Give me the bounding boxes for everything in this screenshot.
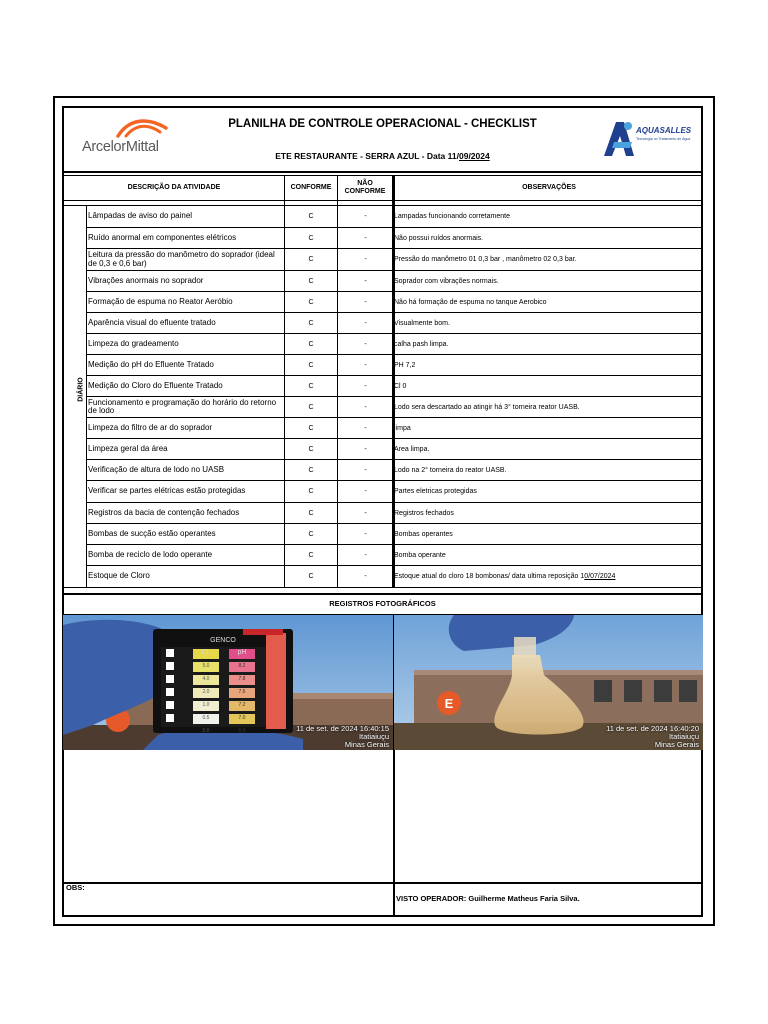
- photos-heading: REGISTROS FOTOGRÁFICOS: [329, 599, 436, 608]
- row-nao-conforme: -: [364, 488, 367, 495]
- kit-brand: GENCO: [210, 637, 236, 644]
- subtitle-date: 09/2024: [458, 151, 490, 161]
- cl-scale-value: 0.5: [202, 715, 210, 721]
- row-conforme: C: [308, 298, 314, 306]
- cl-scale-value: 1.0: [202, 702, 210, 708]
- row-nao-conforme: -: [364, 551, 367, 559]
- col-header-activity: DESCRIÇÃO DA ATIVIDADE: [127, 184, 221, 192]
- photo-timestamp-left: [296, 725, 389, 749]
- row-activity: Verificar se partes elétricas estão protegidas: [88, 486, 246, 496]
- row-conforme: C: [308, 466, 314, 474]
- cl-scale-value: 0.0: [202, 728, 210, 734]
- row-observacao-text: Estoque atual do cloro 18 bombonas/ data ultima reposição 1: [394, 573, 585, 580]
- row-conforme: C: [308, 509, 314, 517]
- row-observacao: [394, 566, 702, 587]
- row-conforme: C: [308, 319, 314, 327]
- row-observacao: Não possui ruídos anormais.: [394, 235, 484, 242]
- cl-scale-value: 5.0: [202, 663, 210, 669]
- arcelormittal-swoosh-icon: [116, 116, 168, 138]
- col-header-conforme: CONFORME: [290, 184, 332, 192]
- row-observacao: Lodo sera descartado ao atingir há 3° torneira reator UASB.: [394, 403, 580, 411]
- row-activity: Leitura da pressão do manômetro do soprador (ideal de 0,3 e 0,6 bar): [88, 250, 275, 268]
- row-activity: Verificação de altura de lodo no UASB: [88, 464, 225, 474]
- rule-colhead-bottom: [62, 200, 703, 201]
- arcelormittal-wordmark: ArcelorMittal: [82, 139, 159, 155]
- row-activity: Lâmpadas de aviso do painel: [88, 211, 193, 221]
- row-conforme: C: [308, 361, 314, 369]
- row-observacao: Visualmente bom.: [394, 319, 450, 327]
- row-observacao: PH 7,2: [394, 361, 416, 369]
- building-sign-letter: E: [444, 696, 454, 711]
- row-nao-conforme: -: [364, 424, 367, 432]
- row-nao-conforme: -: [364, 466, 367, 474]
- row-observacao: Lampadas funcionando corretamente: [394, 213, 510, 220]
- cl-scale-value: 2.0: [202, 689, 210, 695]
- subtitle-prefix: ETE RESTAURANTE - SERRA AZUL - Data 11/: [275, 151, 459, 161]
- row-observacao: limpa: [394, 424, 411, 432]
- rule-body-bottom: [62, 587, 703, 588]
- row-activity: Medição do Cloro do Efluente Tratado: [88, 380, 223, 390]
- row-conforme: C: [308, 382, 314, 390]
- row-nao-conforme: -: [364, 445, 367, 453]
- kit-col-ph: pH: [237, 649, 247, 656]
- row-observacao-date: 0/07/2024: [584, 573, 616, 580]
- rule-footer-top: [62, 882, 703, 884]
- row-activity: Registros da bacia de contenção fechados: [88, 507, 240, 517]
- row-nao-conforme: -: [364, 403, 367, 411]
- col-header-observacoes: OBSERVAÇÕES: [522, 184, 576, 192]
- row-conforme: C: [308, 235, 314, 242]
- photo-timestamp-right: [606, 725, 699, 749]
- row-observacao: Lodo na 2° torneira do reator UASB.: [394, 466, 507, 474]
- aquasalles-wordmark: AQUASALLES: [636, 126, 692, 135]
- row-nao-conforme: -: [364, 509, 367, 517]
- arcelormittal-logo: [80, 116, 180, 160]
- row-nao-conforme: -: [364, 277, 367, 285]
- col-line-frequency: [86, 205, 87, 587]
- page-title: PLANILHA DE CONTROLE OPERACIONAL - CHECKLIST: [228, 118, 537, 130]
- ph-scale-value: 8.2: [238, 663, 246, 669]
- operator-signoff: VISTO OPERADOR: Guilherme Matheus Faria Silva.: [396, 894, 580, 903]
- rule-header-bottom: [62, 171, 703, 173]
- stamp-state: Minas Gerais: [344, 740, 389, 750]
- stamp-datetime: 11 de set. de 2024 16:40:20: [606, 724, 699, 734]
- row-activity: Formação de espuma no Reator Aeróbio: [88, 296, 233, 306]
- row-nao-conforme: -: [364, 319, 367, 327]
- row-observacao: Pressão do manômetro 01 0,3 bar , manômetro 02 0,3 bar.: [394, 256, 577, 263]
- cl-scale-value: 4.0: [202, 676, 210, 682]
- row-nao-conforme: -: [364, 361, 367, 369]
- ph-scale-value: 7.0: [238, 715, 246, 721]
- stamp-datetime: 11 de set. de 2024 16:40:15: [296, 724, 389, 734]
- row-conforme: C: [308, 213, 314, 220]
- ph-scale-value: 6.8: [238, 728, 246, 734]
- row-activity: Medição do pH do Efluente Tratado: [88, 359, 214, 369]
- row-activity: Ruído anormal em componentes elétricos: [88, 233, 237, 243]
- photo-effluent-flask: [394, 615, 703, 750]
- aquasalles-logo: [602, 120, 692, 160]
- row-activity: Bombas de sucção estão operantes: [88, 528, 216, 538]
- kit-col-cl: CL: [201, 649, 211, 656]
- row-activity: Limpeza geral da área: [88, 443, 168, 453]
- row-nao-conforme: -: [364, 573, 367, 580]
- photo-test-kit: [63, 615, 393, 750]
- page-subtitle: [190, 151, 575, 161]
- row-activity: Aparência visual do efluente tratado: [88, 317, 216, 327]
- aquasalles-tagline: Tecnologia no Tratamento de Água: [636, 137, 691, 141]
- row-observacao: calha pash limpa.: [394, 340, 449, 348]
- stamp-city: Itatiaiuçu: [668, 732, 699, 742]
- ph-scale-value: 7.8: [238, 676, 246, 682]
- row-nao-conforme: -: [364, 382, 367, 390]
- row-conforme: C: [308, 256, 314, 263]
- aquasalles-a-icon: [602, 120, 636, 158]
- rule-photos-head-top: [62, 593, 703, 595]
- row-conforme: C: [308, 403, 314, 411]
- row-activity: Vibrações anormais no soprador: [88, 275, 204, 285]
- row-activity: Funcionamento e programação do horário do retorno de lodo: [88, 397, 277, 415]
- row-conforme: C: [308, 277, 314, 285]
- row-activity: Estoque de Cloro: [88, 571, 150, 581]
- row-conforme: C: [308, 445, 314, 453]
- frequency-label: DIÁRIO: [77, 377, 85, 402]
- row-conforme: C: [308, 424, 314, 432]
- obs-label: OBS:: [66, 883, 85, 892]
- row-nao-conforme: -: [364, 340, 367, 348]
- row-observacao: Soprador com vibrações normais.: [394, 277, 499, 285]
- row-nao-conforme: -: [364, 298, 367, 306]
- row-nao-conforme: -: [364, 235, 367, 242]
- row-observacao: Bomba operante: [394, 551, 446, 559]
- row-activity: Limpeza do gradeamento: [88, 338, 179, 348]
- row-conforme: C: [308, 573, 314, 580]
- row-observacao: Registros fechados: [394, 509, 454, 517]
- row-nao-conforme: -: [364, 213, 367, 220]
- stamp-state: Minas Gerais: [654, 740, 699, 750]
- row-conforme: C: [308, 551, 314, 559]
- row-activity: Limpeza do filtro de ar do soprador: [88, 422, 213, 432]
- row-observacao: Cl 0: [394, 382, 407, 390]
- row-observacao: Partes eletricas protegidas: [394, 488, 477, 495]
- row-nao-conforme: -: [364, 256, 367, 263]
- row-nao-conforme: -: [364, 530, 367, 538]
- row-conforme: C: [308, 530, 314, 538]
- row-conforme: C: [308, 488, 314, 495]
- stamp-city: Itatiaiuçu: [358, 732, 389, 742]
- row-observacao: Area limpa.: [394, 445, 430, 453]
- row-conforme: C: [308, 340, 314, 348]
- ph-scale-value: 7.6: [238, 689, 246, 695]
- ph-scale-value: 7.2: [238, 702, 246, 708]
- col-header-nao-conforme: NÃO CONFORME: [344, 180, 386, 195]
- row-observacao: Não há formação de espuma no tanque Aerobico: [394, 298, 547, 306]
- row-activity: Bomba de reciclo de lodo operante: [88, 549, 213, 559]
- row-observacao: Bombas operantes: [394, 530, 453, 538]
